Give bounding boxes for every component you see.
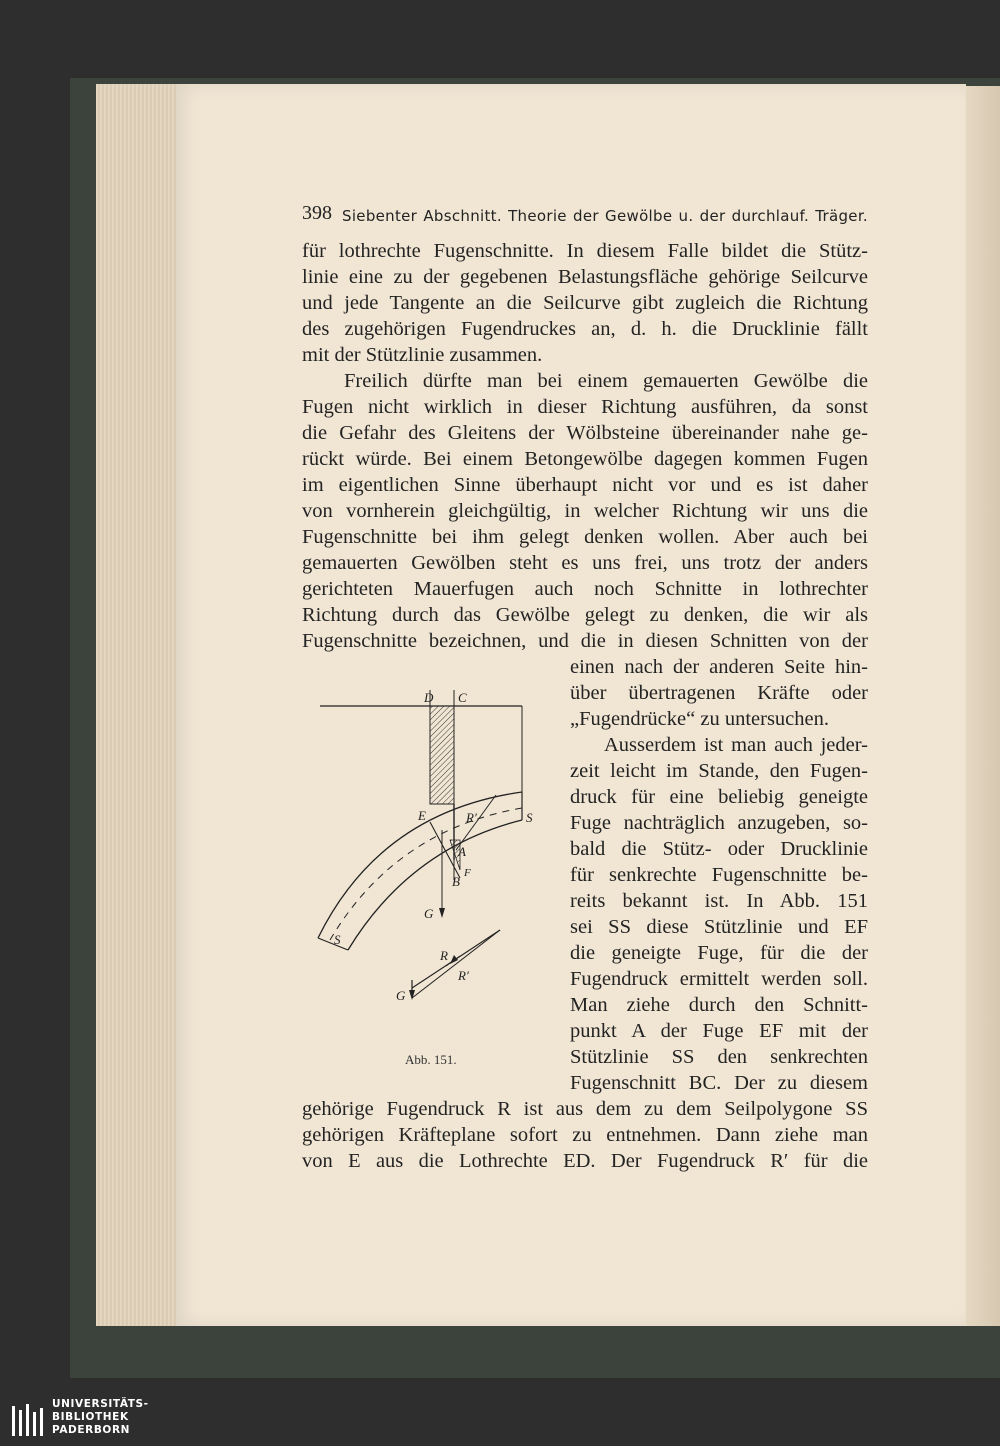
text-line: gerichteten Mauerfugen auch noch Schnitte in lothrechter: [302, 578, 868, 600]
label-e: E: [418, 808, 426, 823]
running-head-title: Siebenter Abschnitt. Theorie der Gewölbe u. der durchlauf. Träger.: [342, 207, 868, 225]
text-line: Freilich dürfte man bei einem gemauerten Gewölbe die: [344, 370, 868, 392]
text-line: Ausserdem ist man auch jeder-: [604, 734, 868, 756]
label-c: C: [458, 690, 467, 705]
text-line: Fugenschnitte bei ihm gelegt denken wollen. Aber auch bei: [302, 526, 868, 548]
library-logo-icon: [10, 1400, 48, 1440]
text-line: für senkrechte Fugenschnitte be-: [570, 864, 868, 886]
label-r-prime-upper: R′: [466, 810, 477, 825]
label-d: D: [424, 690, 434, 705]
text-line: von vornherein gleichgültig, in welcher Richtung wir uns die: [302, 500, 868, 522]
text-line: gehörige Fugendruck R ist aus dem zu dem Seilpolygone SS: [302, 1098, 868, 1120]
running-head: [302, 200, 868, 226]
text-line: Fuge nachträglich anzugeben, so-: [570, 812, 868, 834]
label-f: F: [464, 867, 471, 879]
text-line: rückt würde. Bei einem Betongewölbe dagegen kommen Fugen: [302, 448, 868, 470]
force-triangle: [409, 930, 500, 1000]
text-line: „Fugendrücke“ zu untersuchen.: [570, 708, 829, 730]
text-line: Fugen nicht wirklich in dieser Richtung ausführen, da sonst: [302, 396, 868, 418]
text-line: reits bekannt ist. In Abb. 151: [570, 890, 868, 912]
text-line: punkt A der Fuge EF mit der: [570, 1020, 868, 1042]
text-line: die geneigte Fuge, für die der: [570, 942, 868, 964]
joint-ef: [430, 822, 460, 878]
text-line: Richtung durch das Gewölbe gelegt zu denken, die wir als: [302, 604, 868, 626]
footer-bar: [0, 1396, 1000, 1446]
text-line: sei SS diese Stützlinie und EF: [570, 916, 868, 938]
text-line: für lothrechte Fugenschnitte. In diesem Falle bildet die Stütz-: [302, 240, 868, 262]
text-line: gehörigen Kräfteplane sofort zu entnehmen. Dann ziehe man: [302, 1124, 868, 1146]
label-r-lower: R: [440, 948, 448, 963]
label-g-upper: G: [424, 906, 434, 921]
label-s-left: S: [334, 932, 341, 947]
page-edges: [96, 84, 180, 1326]
label-g-lower: G: [396, 988, 406, 1003]
label-a: A: [458, 844, 466, 859]
facing-page-edge: [964, 86, 1000, 1326]
text-line: über übertragenen Kräfte oder: [570, 682, 868, 704]
text-line: gemauerten Gewölben steht es uns frei, uns trotz der anders: [302, 552, 868, 574]
page-number: 398: [302, 202, 332, 224]
text-line: Stützlinie SS den senkrechten: [570, 1046, 868, 1068]
text-line: mit der Stützlinie zusammen.: [302, 344, 543, 366]
arch-figure: [300, 680, 550, 1020]
text-line: des zugehörigen Fugendruckes an, d. h. die Drucklinie fällt: [302, 318, 868, 340]
text-line: Fugenschnitte bezeichnen, und die in diesen Schnitten von der: [302, 630, 868, 652]
text-line: linie eine zu der gegebenen Belastungsfläche gehörige Seilcurve: [302, 266, 868, 288]
text-line: Man ziehe durch den Schnitt-: [570, 994, 868, 1016]
label-b: B: [452, 874, 460, 889]
text-line: im eigentlichen Sinne überhaupt nicht vor und es ist daher: [302, 474, 868, 496]
text-line: zeit leicht im Stande, den Fugen-: [570, 760, 868, 782]
label-r-prime-lower: R′: [458, 968, 469, 983]
logo-line-1: UNIVERSITÄTS-: [52, 1398, 149, 1410]
figure-caption: Abb. 151.: [405, 1052, 457, 1067]
text-line: einen nach der anderen Seite hin-: [570, 656, 868, 678]
logo-line-2: BIBLIOTHEK: [52, 1411, 129, 1423]
text-line: druck für eine beliebig geneigte: [570, 786, 868, 808]
label-s-right: S: [526, 810, 533, 825]
text-line: bald die Stütz- oder Drucklinie: [570, 838, 868, 860]
text-line: und jede Tangente an die Seilcurve gibt zugleich die Richtung: [302, 292, 868, 314]
text-line: die Gefahr des Gleitens der Wölbsteine übereinander nahe ge-: [302, 422, 868, 444]
text-line: Fugenschnitt BC. Der zu diesem: [570, 1072, 868, 1094]
logo-line-3: PADERBORN: [52, 1424, 131, 1436]
text-line: von E aus die Lothrechte ED. Der Fugendruck R′ für die: [302, 1150, 868, 1172]
text-line: Fugendruck ermittelt werden soll.: [570, 968, 868, 990]
